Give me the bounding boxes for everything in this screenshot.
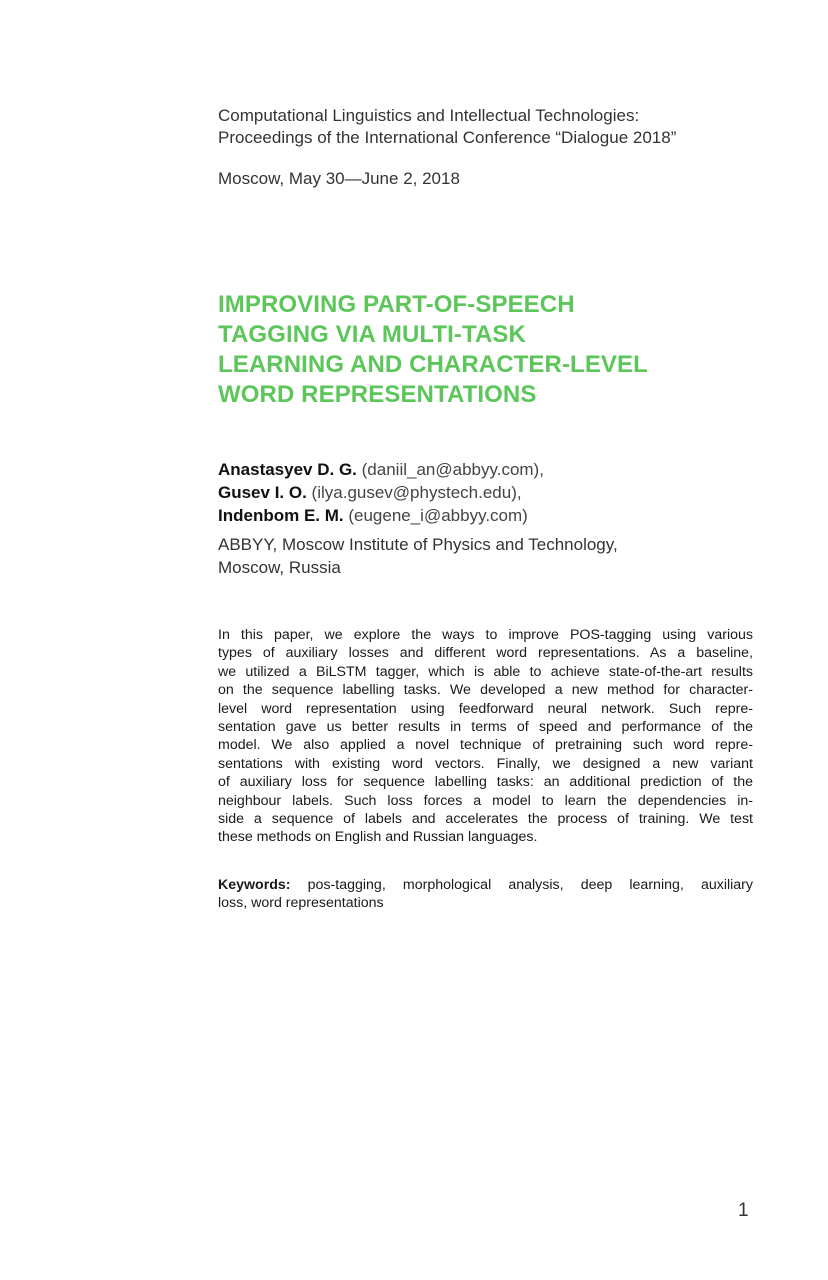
- abstract-line: these methods on English and Russian languages.: [218, 829, 538, 846]
- abstract-line: sentation gave us better results in terms of speed and performance of the: [218, 719, 753, 736]
- conference-name-line-1: Computational Linguistics and Intellectual Technologies:: [218, 106, 640, 125]
- author-email: (daniil_an@abbyy.com),: [361, 460, 544, 479]
- abstract-line: sentations with existing word vectors. Finally, we designed a new variant: [218, 755, 753, 772]
- abstract-line: on the sequence labelling tasks. We developed a new method for character-: [218, 682, 753, 699]
- keywords-block: [218, 876, 753, 913]
- title-line: IMPROVING PART-OF-SPEECH: [218, 291, 575, 318]
- authors-block: [218, 458, 778, 579]
- abstract-line: level word representation using feedforward neural network. Such repre-: [218, 700, 753, 717]
- conference-place-date: Moscow, May 30—June 2, 2018: [218, 169, 460, 188]
- abstract-line: of auxiliary loss for sequence labelling tasks: an additional prediction of the: [218, 774, 753, 791]
- conference-name-line-2: Proceedings of the International Conference “Dialogue 2018”: [218, 128, 677, 147]
- keywords-text: pos-tagging, morphological analysis, deep learning, auxiliary: [307, 877, 753, 893]
- paper-title: [218, 290, 738, 410]
- author-name: Indenbom E. M.: [218, 506, 344, 525]
- author-name: Gusev I. O.: [218, 483, 307, 502]
- abstract-line: side a sequence of labels and accelerates the process of training. We test: [218, 811, 753, 828]
- author-name: Anastasyev D. G.: [218, 460, 357, 479]
- keywords-label: Keywords:: [218, 877, 291, 893]
- abstract-line: In this paper, we explore the ways to improve POS-tagging using various: [218, 627, 753, 643]
- keywords-line-2: loss, word representations: [218, 895, 384, 912]
- author-entry: [218, 504, 778, 527]
- author-email: (eugene_i@abbyy.com): [348, 506, 528, 525]
- abstract-line: we utilized a BiLSTM tagger, which is able to achieve state-of-the-art results: [218, 663, 753, 680]
- title-line: LEARNING AND CHARACTER-LEVEL: [218, 351, 648, 378]
- abstract-line: neighbour labels. Such loss forces a model to learn the dependencies in-: [218, 792, 753, 809]
- abstract-line: model. We also applied a novel technique of pretraining such word repre-: [218, 737, 753, 754]
- author-email: (ilya.gusev@phystech.edu),: [311, 483, 522, 502]
- page-number: 1: [738, 1200, 749, 1221]
- abstract: [218, 626, 753, 847]
- title-line: TAGGING VIA MULTI-TASK: [218, 321, 526, 348]
- affiliation-line: Moscow, Russia: [218, 558, 341, 577]
- conference-header: [218, 105, 778, 190]
- keywords-line-1: [218, 876, 753, 894]
- title-line: WORD REPRESENTATIONS: [218, 381, 537, 408]
- author-entry: [218, 458, 778, 481]
- affiliation: [218, 533, 778, 579]
- abstract-line: types of auxiliary losses and different word representations. As a baseline,: [218, 645, 753, 662]
- author-entry: [218, 481, 778, 504]
- affiliation-line: ABBYY, Moscow Institute of Physics and Technology,: [218, 535, 618, 554]
